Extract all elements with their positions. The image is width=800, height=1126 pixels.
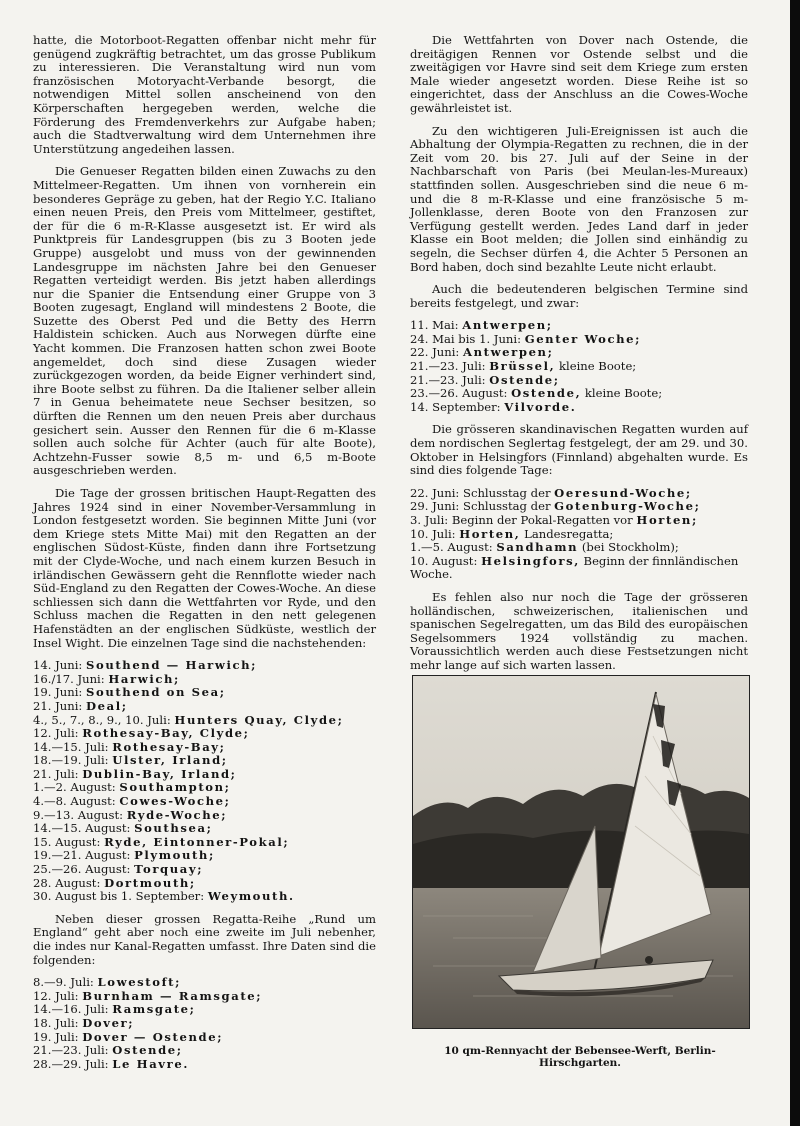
paragraph-ausblick: Es fehlen also nur noch die Tage der grösseren holländischen, schweizerischen, italienischen und spanischen Segelregatten, um das Bild des europäischen Segelsommers 1924 vollständig zu machen. Voraussichtlich werden auch diese Festsetzungen nicht mehr lange auf sich warten lassen. (410, 589, 748, 672)
figure-caption: 10 qm-Rennyacht der Bebensee-Werft, Berlin-Hirschgarten. (444, 1045, 716, 1069)
list-item: 24. Mai bis 1. Juni: Genter Woche; (410, 331, 642, 346)
list-belgische-termine (410, 319, 748, 414)
right-column (410, 34, 748, 682)
list-item: 30. August bis 1. September: Weymouth. (33, 889, 295, 904)
list-item: 14.—16. Juli: Ramsgate; (33, 1002, 196, 1017)
list-item: 21.—23. Juli: Brüssel, kleine Boote; (410, 359, 637, 374)
list-item: 16./17. Juni: Harwich; (33, 671, 180, 686)
list-item: 25.—26. August: Torquay; (33, 862, 204, 877)
left-column (33, 34, 376, 1080)
list-item: 21.—23. Juli: Ostende; (33, 1043, 183, 1058)
list-item: 10. Juli: Horten, Landesregatta; (410, 526, 614, 541)
list-item: 14.—15. Juli: Rothesay-Bay; (33, 739, 226, 754)
list-item: 14. September: Vilvorde. (410, 399, 577, 414)
list-item: 28. August: Dortmouth; (33, 875, 196, 890)
scan-border (790, 0, 800, 1126)
list-item: 4., 5., 7., 8., 9., 10. Juli: Hunters Quay, Clyde; (33, 712, 344, 727)
list-item: 19. Juni: Southend on Sea; (33, 685, 226, 700)
list-item: 22. Juni: Antwerpen; (410, 345, 554, 360)
paragraph-skandinavische-regatten: Die grösseren skandinavischen Regatten wurden auf dem nordischen Seglertag festgelegt, der am 29. und 30. Oktober in Helsingfors (Finnland) abgehalten wurde. Es sind dies folgende Tage: (410, 422, 748, 478)
list-item: 12. Juli: Rothesay-Bay, Clyde; (33, 726, 250, 741)
paragraph-belgische-termine: Auch die bedeutenderen belgischen Termine sind bereits festgelegt, und zwar: (410, 282, 748, 310)
list-item: 29. Juni: Schlusstag der Gotenburg-Woche; (410, 499, 701, 514)
paragraph-genueser-regatten: Die Genueser Regatten bilden einen Zuwachs zu den Mittelmeer-Regatten. Um ihnen von vornherein ein besonderes Gepräge zu geben, hat der Regio Y.C. Italiano einen neuen Preis, den Preis vom Mittelmeer, gestiftet, der für die 6 m-R-Klasse ausgesetzt ist. Er wird als Punktpreis für Landesgruppen (bis zu 3 Booten jede Gruppe) ausgelobt und muss von der gewinnenden Landesgruppe im nächsten Jahre bei den Genueser Regatten verteidigt werden. Bis jetzt haben allerdings nur die Spanier die Entsendung einer Gruppe von 3 Booten zugesagt, England will mindestens 2 Boote, die Suzette des Oberst Ped und die Betty des Herrn Haldistein schicken. Auch aus Norwegen dürfte eine Yacht kommen. Die Franzosen hatten schon zwei Boote angemeldet, doch sind diese Zusagen wieder zurückgezogen worden, da beide Eigner verhindert sind, ihre Boote selbst zu führen. Da die Italiener selber allein 7 in Genua beheimatete neue Sechser besitzen, so dürften die Rennen um den neuen Preis aber durchaus gesichert sein. Ausser den Rennen für die 6 m-Klasse sollen auch solche für Achter (auch für alte Boote), Achtzehn-Fusser sowie 8,5 m- und 6,5 m-Boote ausgeschrieben werden. (33, 164, 376, 478)
list-item: 14. Juni: Southend — Harwich; (33, 658, 258, 673)
list-item: 1.—5. August: Sandhamn (bei Stockholm); (410, 540, 679, 555)
list-item: 11. Mai: Antwerpen; (410, 318, 553, 333)
list-item: 4.—8. August: Cowes-Woche; (33, 794, 231, 809)
list-item: 18. Juli: Dover; (33, 1015, 135, 1030)
list-kanal-regatten (33, 976, 376, 1071)
list-item: 22. Juni: Schlusstag der Oeresund-Woche; (410, 485, 692, 500)
paragraph-dover-ostende: Die Wettfahrten von Dover nach Ostende, die dreitägigen Rennen vor Ostende selbst und die zweitägigen vor Havre sind seit dem Kriege zum ersten Male wieder angesetzt worden. Diese Reihe ist so eingerichtet, dass der Anschluss an die Cowes-Woche gewährleistet ist. (410, 33, 748, 115)
paragraph-motorboot: hatte, die Motorboot-Regatten offenbar nicht mehr für genügend zugkräftig betrachtet, um das grosse Publikum zu interessieren. Die Veranstaltung wird nun vom französischen Motoryacht-Verbande besorgt, die notwendigen Mittel sollen anscheinend von den Körperschaften hergegeben werden, welche die Förderung des Fremdenverkehrs zur Aufgabe haben; auch die Stadtverwaltung wird dem Unternehmen ihre Unterstützung angedeihen lassen. (33, 33, 376, 156)
list-item: 21. Juli: Dublin-Bay, Irland; (33, 766, 237, 781)
list-item: 19.—21. August: Plymouth; (33, 848, 215, 863)
paragraph-rund-um-england: Neben dieser grossen Regatta-Reihe „Rund um England“ geht aber noch eine zweite im Juli nebenher, die indes nur Kanal-Regatten umfasst. Ihre Daten sind die folgenden: (33, 911, 376, 967)
paragraph-olympia-regatten: Zu den wichtigeren Juli-Ereignissen ist auch die Abhaltung der Olympia-Regatten zu rechnen, die in der Zeit vom 20. bis 27. Juli auf der Seine in der Nachbarschaft von Paris (bei Meulan-les-Mureaux) stattfinden sollen. Ausgeschrieben sind die neue 6 m- und die 8 m-R-Klasse und eine französische 5 m-Jollenklasse, deren Boote von den Franzosen zur Verfügung gestellt werden. Jedes Land darf in jeder Klasse ein Boot melden; die Jollen sind einhändig zu segeln, die Sechser dürfen 4, die Achter 5 Personen an Bord haben, doch sind bezahlte Leute nicht erlaubt. (410, 123, 748, 274)
list-item: 15. August: Ryde, Eintonner-Pokal; (33, 834, 290, 849)
list-item: 28.—29. Juli: Le Havre. (33, 1056, 189, 1071)
list-item: 8.—9. Juli: Lowestoft; (33, 975, 182, 990)
list-item: 1.—2. August: Southampton; (33, 780, 231, 795)
sailboat-photo (412, 675, 750, 1029)
list-item: 9.—13. August: Ryde-Woche; (33, 807, 228, 822)
list-item: 10. August: Helsingfors, Beginn der finnländischen Woche. (410, 553, 739, 582)
list-skandinavische-termine (410, 487, 748, 582)
list-item: 21. Juni: Deal; (33, 698, 128, 713)
list-item: 3. Juli: Beginn der Pokal-Regatten vor Horten; (410, 513, 698, 527)
paragraph-britische-regatten: Die Tage der grossen britischen Haupt-Regatten des Jahres 1924 sind in einer November-Versammlung in London festgesetzt worden. Sie beginnen Mitte Juni (vor dem Kriege stets Mitte Mai) mit den Regatten an der englischen Südost-Küste, finden dann ihre Fortsetzung mit der Clyde-Woche, und nach einem kurzen Besuch in irländischen Gewässern geht die Rennflotte wieder nach Süd-England zu den Regatten der Cowes-Woche. An diese schliessen sich dann die Wettfahrten vor Ryde, und den Schluss machen die Regatten in den nett gelegenen Hafenstädten an der englischen Südküste, westlich der Insel Wight. Die einzelnen Tage sind die nachstehenden: (33, 486, 376, 650)
list-item: 21.—23. Juli: Ostende; (410, 372, 560, 387)
list-item: 19. Juli: Dover — Ostende; (33, 1029, 224, 1044)
list-item: 12. Juli: Burnham — Ramsgate; (33, 988, 263, 1003)
list-item: 14.—15. August: Southsea; (33, 821, 213, 836)
list-britische-termine (33, 659, 376, 904)
list-item: 18.—19. Juli: Ulster, Irland; (33, 753, 228, 768)
list-item: 23.—26. August: Ostende, kleine Boote; (410, 386, 663, 401)
